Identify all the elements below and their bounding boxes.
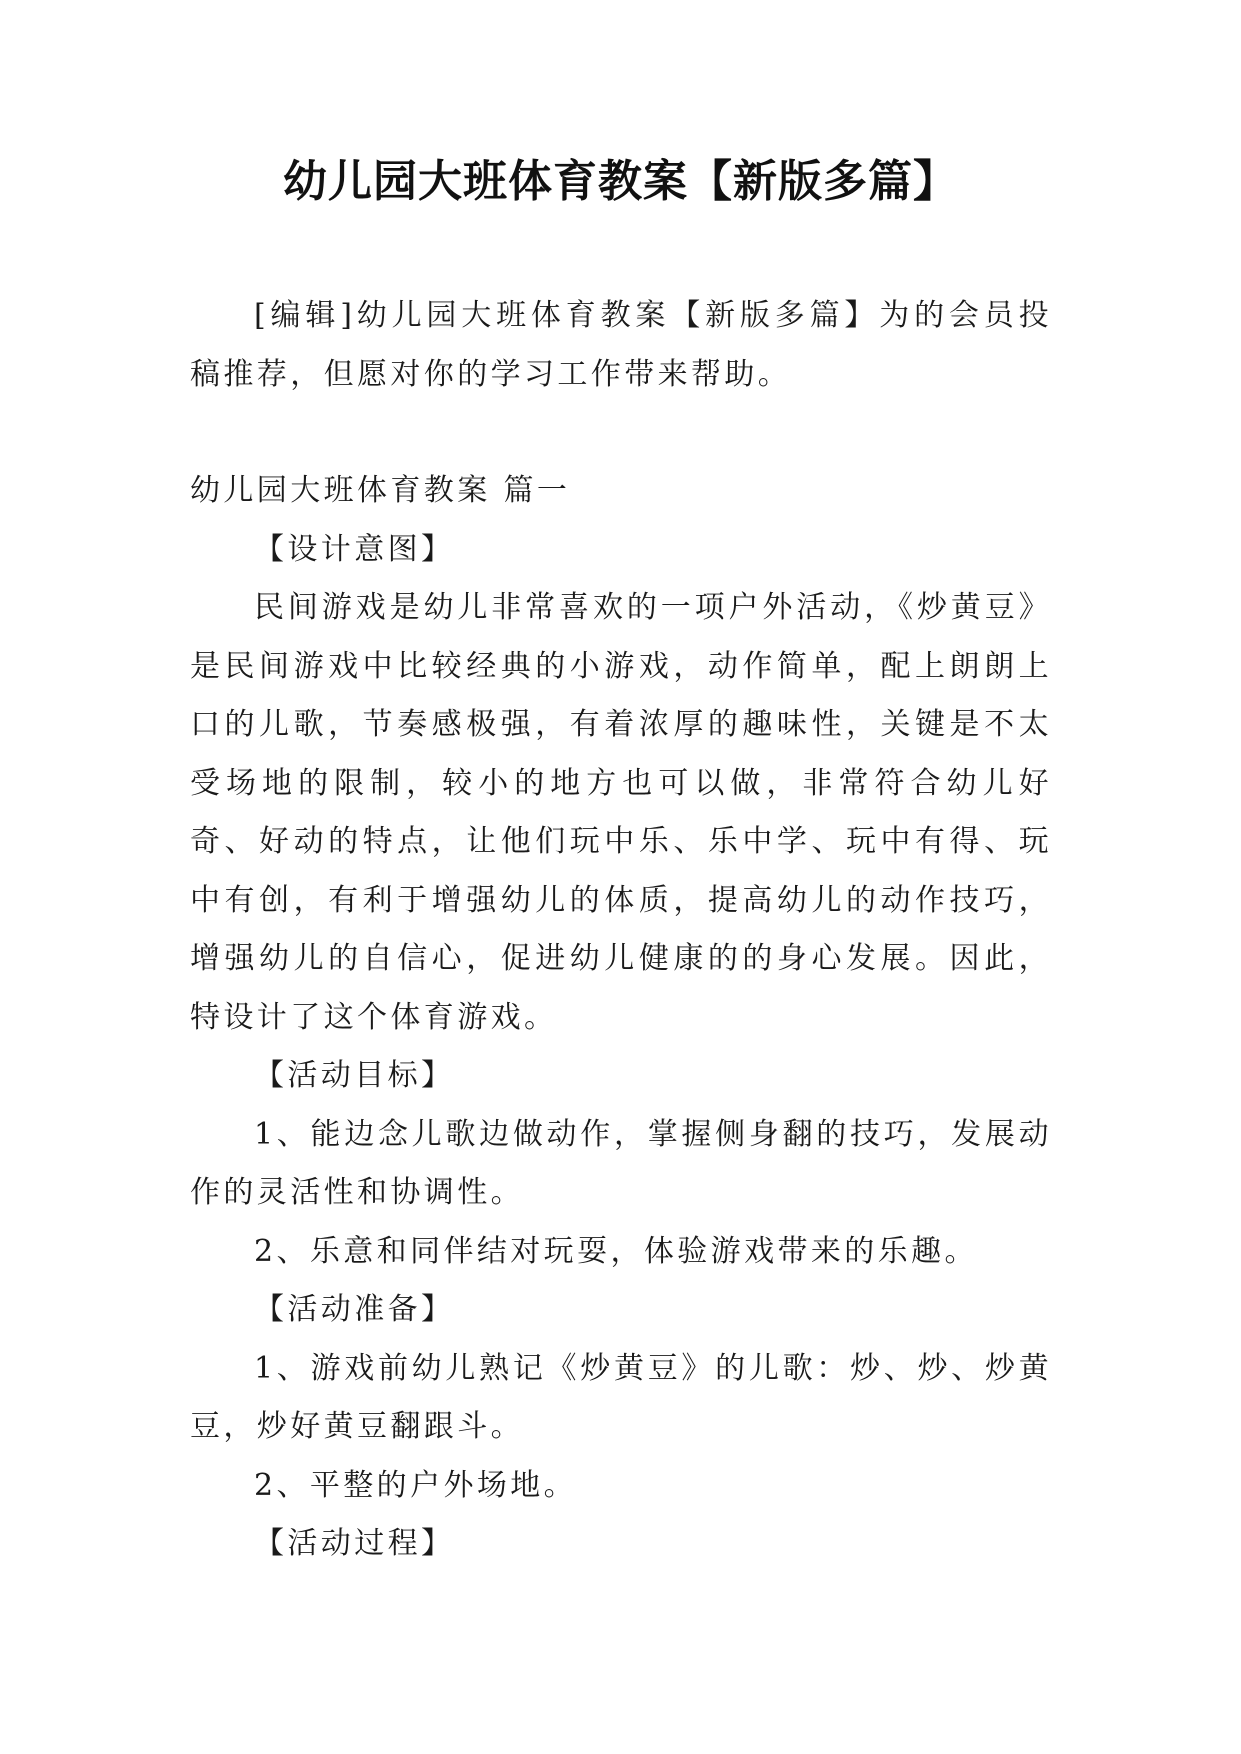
- goal-item-2: 2、乐意和同伴结对玩耍，体验游戏带来的乐趣。: [254, 1233, 978, 1269]
- activity-goals-heading: 【活动目标】: [254, 1058, 455, 1093]
- intro-paragraph: [编辑]幼儿园大班体育教案【新版多篇】为的会员投稿推荐，但愿对你的学习工作带来帮助。: [190, 298, 1052, 392]
- document-title: 幼儿园大班体育教案【新版多篇】: [283, 156, 958, 207]
- preparation-item-1: 1、游戏前幼儿熟记《炒黄豆》的儿歌：炒、炒、炒黄豆，炒好黄豆翻跟斗。: [190, 1350, 1052, 1444]
- activity-preparation-heading: 【活动准备】: [254, 1292, 455, 1327]
- preparation-item-2: 2、平整的户外场地。: [254, 1467, 578, 1503]
- design-intent-paragraph: 民间游戏是幼儿非常喜欢的一项户外活动，《炒黄豆》是民间游戏中比较经典的小游戏，动作简单，配上朗朗上口的儿歌，节奏感极强，有着浓厚的趣味性，关键是不太受场地的限制，较小的地方也可以做，非常符合幼儿好奇、好动的特点，让他们玩中乐、乐中学、玩中有得、玩中有创，有利于增强幼儿的体质，提高幼儿的动作技巧，增强幼儿的自信心，促进幼儿健康的的身心发展。因此，特设计了这个体育游戏。: [190, 590, 1052, 1035]
- design-intent-heading: 【设计意图】: [254, 531, 455, 567]
- document-body: [190, 287, 1052, 1574]
- paragraph-gap: [190, 404, 1052, 462]
- goal-item-1: 1、能边念儿歌边做动作，掌握侧身翻的技巧，发展动作的灵活性和协调性。: [190, 1116, 1052, 1210]
- activity-process-heading: 【活动过程】: [254, 1526, 455, 1561]
- section-heading: 幼儿园大班体育教案 篇一: [190, 473, 571, 508]
